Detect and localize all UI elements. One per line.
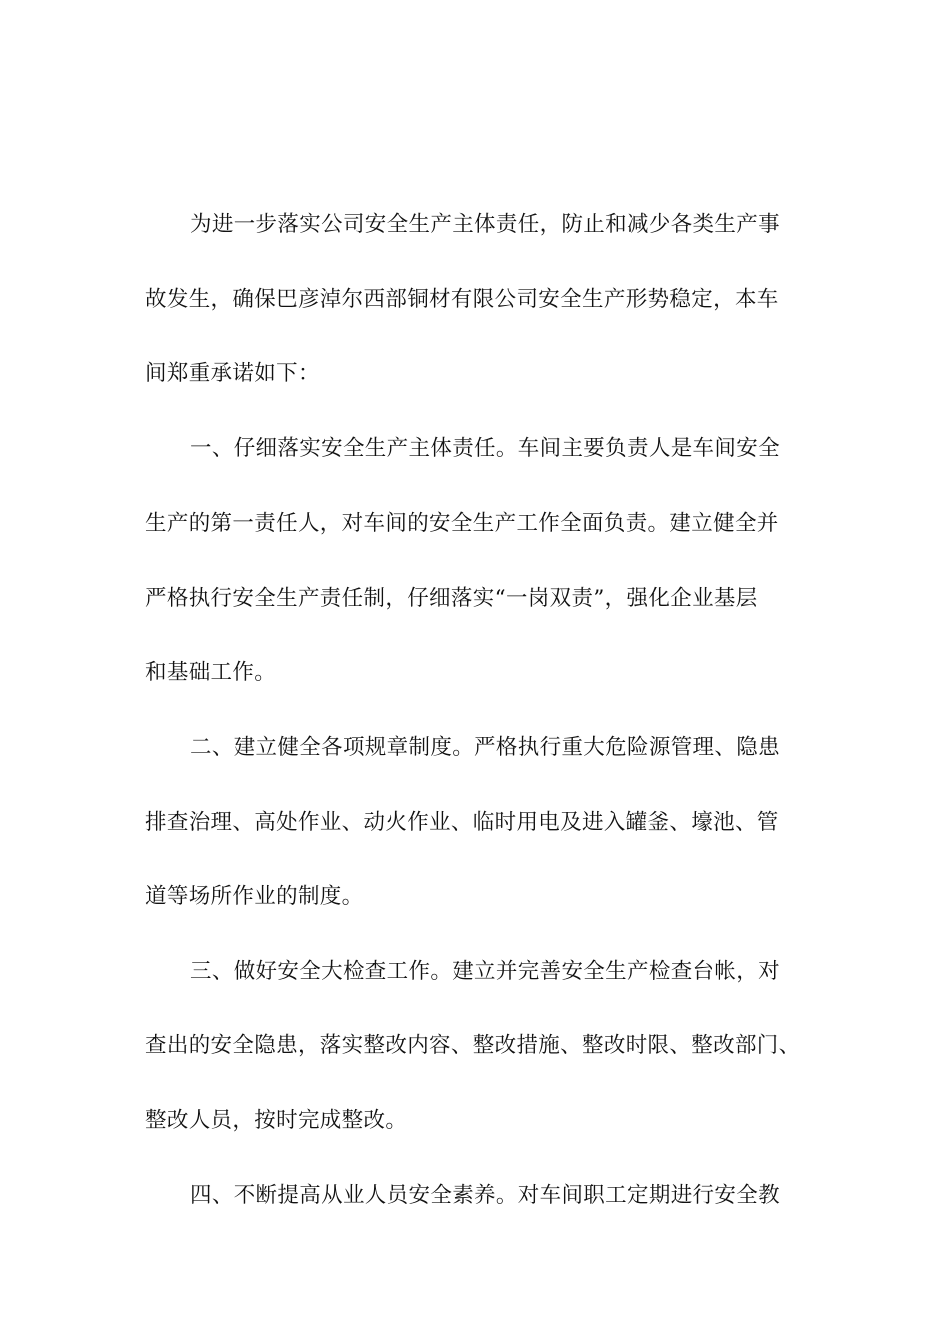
paragraph-4-line-1: 四、不断提高从业人员安全素养。对车间职工定期进行安全教 [190, 1183, 780, 1208]
paragraph-1-line-1: 一、仔细落实安全生产主体责任。车间主要负责人是车间安全 [190, 436, 780, 461]
paragraph-1-line-3: 严格执行安全生产责任制，仔细落实“一岗双责”，强化企业基层 [145, 586, 758, 611]
paragraph-2-line-3: 道等场所作业的制度。 [145, 884, 364, 909]
paragraph-intro-line-3: 间郑重承诺如下： [145, 361, 320, 386]
paragraph-3-line-2: 查出的安全隐患，落实整改内容、整改措施、整改时限、整改部门、 [145, 1033, 801, 1058]
paragraph-intro-line-2: 故发生，确保巴彦淖尔西部铜材有限公司安全生产形势稳定，本车 [145, 287, 779, 312]
paragraph-3-line-1: 三、做好安全大检查工作。建立并完善安全生产检查台帐，对 [190, 959, 780, 984]
paragraph-2-line-1: 二、建立健全各项规章制度。严格执行重大危险源管理、隐患 [190, 735, 780, 760]
paragraph-2-line-2: 排查治理、高处作业、动火作业、临时用电及进入罐釜、壕池、管 [145, 810, 779, 835]
paragraph-3-line-3: 整改人员，按时完成整改。 [145, 1108, 408, 1133]
paragraph-1-line-4: 和基础工作。 [145, 660, 277, 685]
paragraph-intro-line-1: 为进一步落实公司安全生产主体责任，防止和减少各类生产事 [190, 212, 780, 237]
paragraph-1-line-2: 生产的第一责任人，对车间的安全生产工作全面负责。建立健全并 [145, 511, 779, 536]
